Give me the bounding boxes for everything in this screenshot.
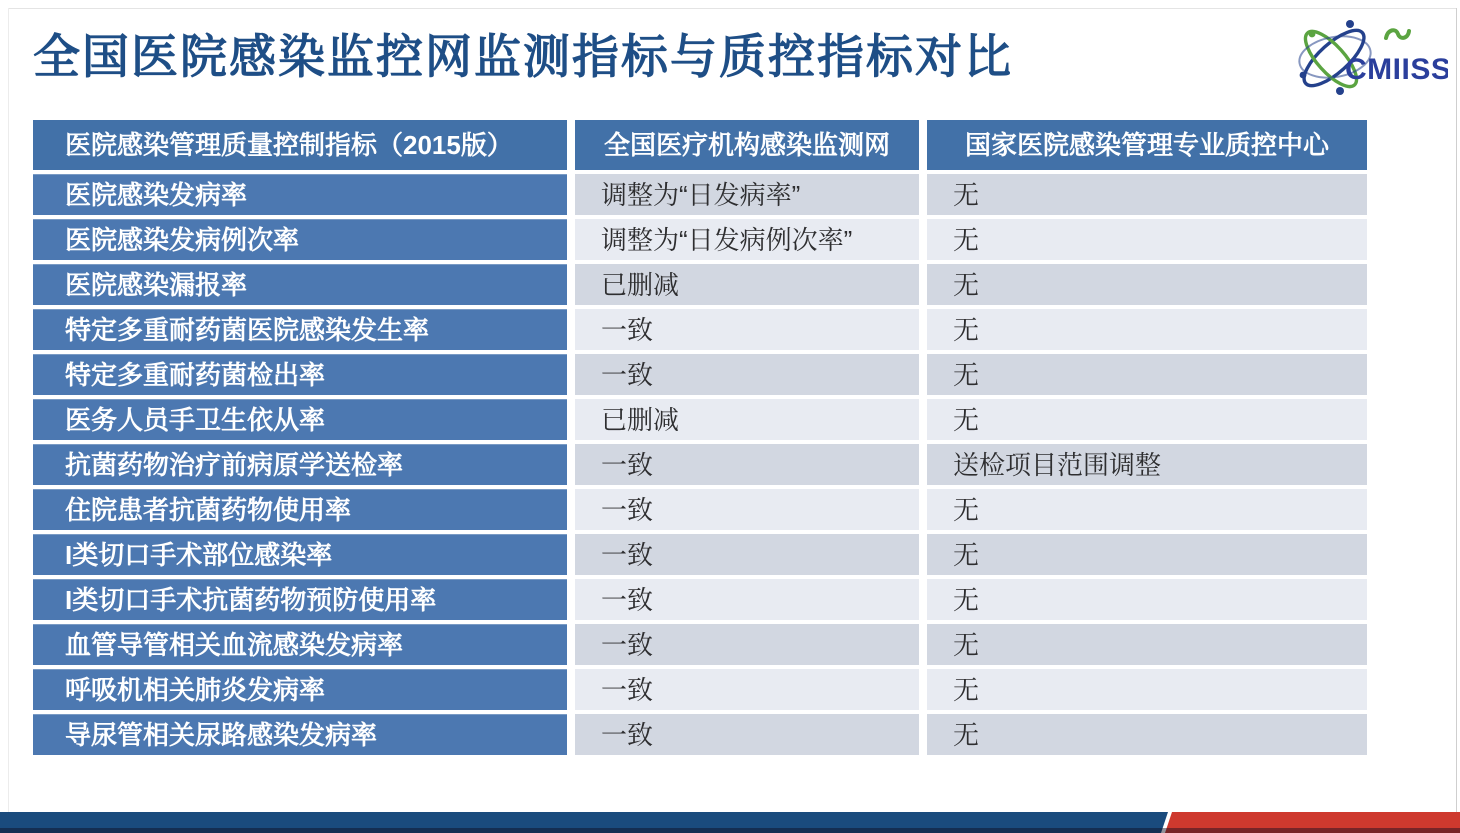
indicator-cell: 医务人员手卫生依从率 <box>33 399 567 440</box>
footer-bar-shadow <box>0 828 1460 833</box>
cmiiss-logo <box>1288 12 1448 104</box>
center-status-cell: 无 <box>927 219 1367 260</box>
logo-green-swirl-icon <box>1386 30 1409 38</box>
indicator-cell: I类切口手术抗菌药物预防使用率 <box>33 579 567 620</box>
indicator-cell: 医院感染发病例次率 <box>33 219 567 260</box>
indicator-cell: 医院感染发病率 <box>33 174 567 215</box>
network-status-cell: 一致 <box>575 309 919 350</box>
center-status-cell: 无 <box>927 174 1367 215</box>
indicator-cell: 导尿管相关尿路感染发病率 <box>33 714 567 755</box>
center-status-cell: 无 <box>927 534 1367 575</box>
header-quality-indicator-2015: 医院感染管理质量控制指标（2015版） <box>33 120 567 170</box>
indicator-cell: 呼吸机相关肺炎发病率 <box>33 669 567 710</box>
network-status-cell: 一致 <box>575 624 919 665</box>
slide-border-right <box>1456 8 1457 812</box>
network-status-cell: 一致 <box>575 534 919 575</box>
network-status-cell: 一致 <box>575 714 919 755</box>
comparison-table <box>33 120 1367 755</box>
center-status-cell: 无 <box>927 669 1367 710</box>
indicator-cell: 医院感染漏报率 <box>33 264 567 305</box>
indicator-cell: 抗菌药物治疗前病原学送检率 <box>33 444 567 485</box>
slide-border-left <box>8 8 9 812</box>
indicator-cell: 特定多重耐药菌医院感染发生率 <box>33 309 567 350</box>
network-status-cell: 调整为“日发病例次率” <box>575 219 919 260</box>
network-status-cell: 一致 <box>575 489 919 530</box>
header-national-qc-center: 国家医院感染管理专业质控中心 <box>927 120 1367 170</box>
center-status-cell: 无 <box>927 714 1367 755</box>
network-status-cell: 一致 <box>575 444 919 485</box>
center-status-cell: 无 <box>927 399 1367 440</box>
indicator-cell: 特定多重耐药菌检出率 <box>33 354 567 395</box>
center-status-cell: 无 <box>927 624 1367 665</box>
indicator-cell: 住院患者抗菌药物使用率 <box>33 489 567 530</box>
slide-title: 全国医院感染监控网监测指标与质控指标对比 <box>33 30 1013 83</box>
center-status-cell: 无 <box>927 309 1367 350</box>
center-status-cell: 无 <box>927 489 1367 530</box>
center-status-cell: 无 <box>927 579 1367 620</box>
center-status-cell: 送检项目范围调整 <box>927 444 1367 485</box>
center-status-cell: 无 <box>927 354 1367 395</box>
indicator-cell: 血管导管相关血流感染发病率 <box>33 624 567 665</box>
network-status-cell: 已删减 <box>575 264 919 305</box>
slide-border-top <box>8 8 1457 9</box>
indicator-cell: I类切口手术部位感染率 <box>33 534 567 575</box>
network-status-cell: 一致 <box>575 579 919 620</box>
network-status-cell: 已删减 <box>575 399 919 440</box>
header-national-surveillance-network: 全国医疗机构感染监测网 <box>575 120 919 170</box>
footer-bar <box>0 812 1460 833</box>
network-status-cell: 一致 <box>575 669 919 710</box>
center-status-cell: 无 <box>927 264 1367 305</box>
network-status-cell: 一致 <box>575 354 919 395</box>
atom-logo-icon <box>1288 12 1448 104</box>
logo-text: CMIISS <box>1345 53 1448 86</box>
network-status-cell: 调整为“日发病率” <box>575 174 919 215</box>
